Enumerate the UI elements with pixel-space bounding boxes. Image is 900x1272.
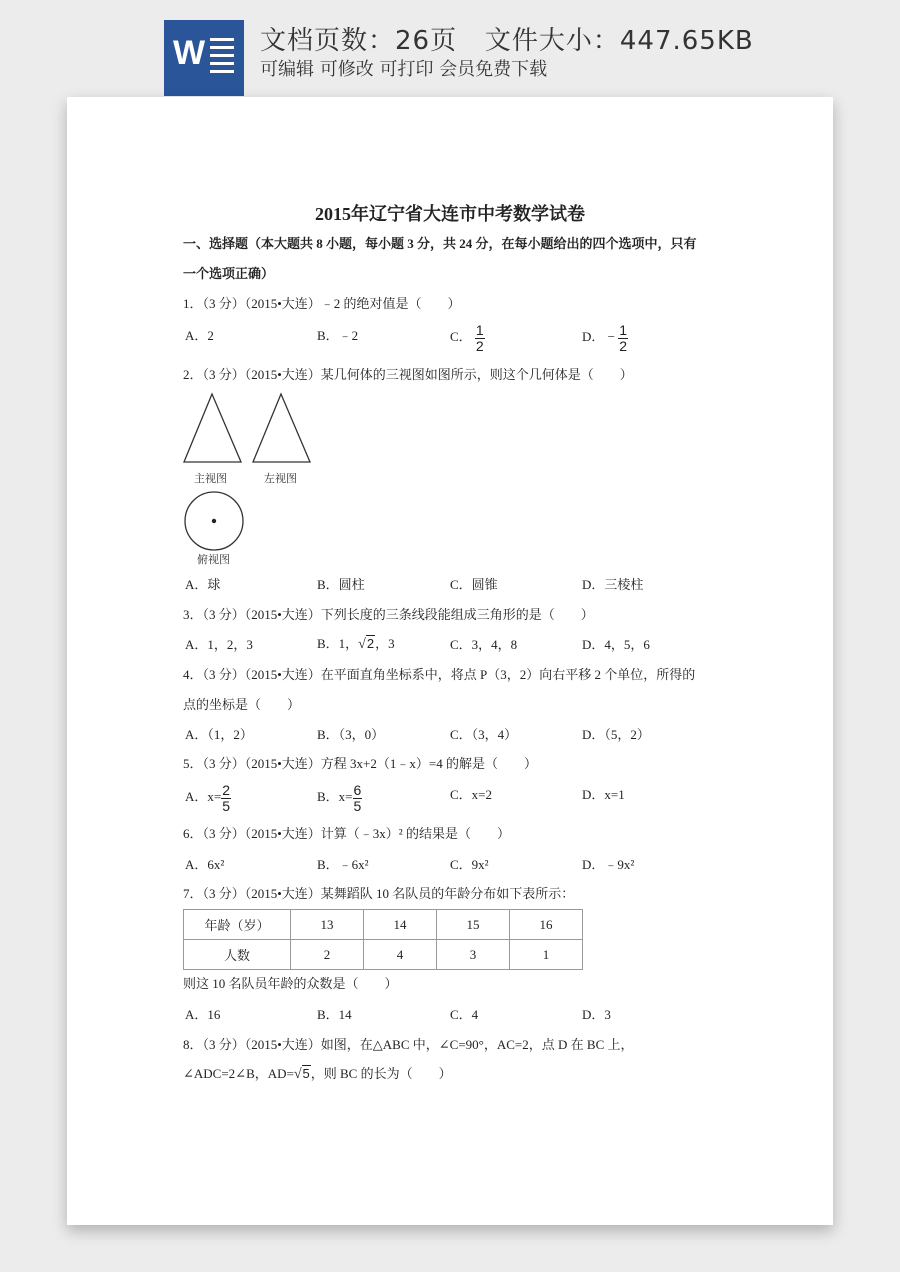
- question-4-stem-line1: 4．（3 分）（2015•大连）在平面直角坐标系中，将点 P（3，2）向右平移 2 个单位，所得的: [183, 667, 696, 682]
- q5-a-numerator: 2: [222, 781, 231, 798]
- q2-option-d: D．三棱柱: [582, 577, 644, 592]
- top-view-circle: [181, 489, 247, 555]
- table-cell: 4: [364, 940, 437, 970]
- q3-option-b-suffix: ，3: [375, 636, 395, 651]
- section-heading-line1: 一、选择题（本大题共 8 小题，每小题 3 分，共 24 分，在每小题给出的四个选项中，只有: [183, 236, 697, 251]
- q1-option-d-fraction: [618, 323, 628, 354]
- page-title: 2015年辽宁省大连市中考数学试卷: [315, 204, 585, 224]
- q5-a-denominator: 5: [222, 797, 231, 814]
- question-1-stem: 1．（3 分）（2015•大连）﹣2 的绝对值是（ ）: [183, 296, 461, 311]
- q5-option-b: [317, 782, 362, 814]
- q1-d-numerator: 1: [619, 321, 628, 338]
- table-cell: 14: [364, 910, 437, 940]
- label-top-view: 俯视图: [197, 554, 230, 566]
- doc-info-features: 可编辑 可修改 可打印 会员免费下载: [260, 59, 548, 80]
- q5-option-d: D．x=1: [582, 787, 625, 802]
- q1-option-d: [582, 322, 628, 354]
- q5-b-denominator: 5: [353, 797, 362, 814]
- question-4-stem-line2: 点的坐标是（ ）: [183, 697, 301, 712]
- q5-option-b-fraction: [353, 783, 363, 814]
- q5-option-a-prefix: A．x=: [185, 789, 222, 804]
- q2-option-c: C．圆锥: [450, 577, 498, 592]
- download-header: [0, 0, 900, 96]
- question-5-stem: 5．（3 分）（2015•大连）方程 3x+2（1﹣x）=4 的解是（ ）: [183, 756, 537, 771]
- table-header-cell: 人数: [184, 940, 291, 970]
- q6-option-c: C．9x²: [450, 857, 489, 872]
- age-distribution-table: [183, 909, 583, 970]
- q4-option-d: D．（5，2）: [582, 727, 650, 742]
- table-cell: 13: [291, 910, 364, 940]
- q1-c-numerator: 1: [475, 321, 484, 338]
- label-front-view: 主视图: [194, 473, 227, 485]
- doc-info-pages-size: 文档页数：26页 文件大小：447.65KB: [260, 26, 754, 56]
- q7-option-c: C．4: [450, 1007, 479, 1022]
- q1-option-c-prefix: C．: [450, 329, 472, 344]
- q3-option-c: C．3，4，8: [450, 637, 518, 652]
- doc-lines-icon: [210, 38, 234, 78]
- three-view-triangles: [181, 392, 317, 468]
- question-8-stem-line1: 8．（3 分）（2015•大连）如图，在△ABC 中，∠C=90°，AC=2，点 D 在 BC 上，: [183, 1037, 634, 1052]
- q1-option-b: B．﹣2: [317, 328, 359, 343]
- table-cell: 1: [510, 940, 583, 970]
- table-row: [184, 910, 583, 940]
- q6-option-b: B．﹣6x²: [317, 857, 369, 872]
- q1-d-denominator: 2: [619, 337, 628, 354]
- q5-option-a: [185, 782, 231, 814]
- q6-option-a: A．6x²: [185, 857, 225, 872]
- q8-line2-suffix: ，则 BC 的长为（ ）: [310, 1066, 452, 1081]
- q5-option-c: C．x=2: [450, 787, 493, 802]
- question-3-stem: 3．（3 分）（2015•大连）下列长度的三条线段能组成三角形的是（ ）: [183, 607, 594, 622]
- q3-radical-sign: √: [358, 637, 366, 652]
- document-page: [67, 97, 833, 1225]
- q1-option-a: A．2: [185, 328, 214, 343]
- q4-option-c: C．（3，4）: [450, 727, 518, 742]
- section-heading-line2: 一个选项正确）: [183, 266, 275, 281]
- q7-option-d: D．3: [582, 1007, 611, 1022]
- word-letter: W: [173, 34, 206, 72]
- q4-option-b: B．（3，0）: [317, 727, 385, 742]
- q2-option-b: B．圆柱: [317, 577, 365, 592]
- table-header-cell: 年龄（岁）: [184, 910, 291, 940]
- question-7-stem: 7．（3 分）（2015•大连）某舞蹈队 10 名队员的年龄分布如下表所示：: [183, 886, 575, 901]
- question-6-stem: 6．（3 分）（2015•大连）计算（﹣3x）² 的结果是（ ）: [183, 826, 510, 841]
- q2-option-a: A．球: [185, 577, 221, 592]
- q8-sqrt: [294, 1066, 311, 1083]
- q7-option-a: A．16: [185, 1007, 221, 1022]
- q5-option-b-prefix: B．x=: [317, 789, 353, 804]
- question-2-stem: 2．（3 分）（2015•大连）某几何体的三视图如图所示，则这个几何体是（ ）: [183, 367, 633, 382]
- question-7-followup: 则这 10 名队员年龄的众数是（ ）: [183, 976, 398, 991]
- table-cell: 3: [437, 940, 510, 970]
- q3-option-b-prefix: B．1，: [317, 636, 359, 651]
- q5-b-numerator: 6: [353, 781, 362, 798]
- q3-option-b: [317, 636, 395, 653]
- q8-radicand: 5: [302, 1066, 310, 1081]
- table-cell: 16: [510, 910, 583, 940]
- q3-radicand: 2: [366, 636, 375, 651]
- q1-d-minus-sign: −: [607, 329, 615, 344]
- q3-sqrt: [358, 636, 375, 653]
- q1-option-c: [450, 322, 485, 354]
- q3-option-d: D．4，5，6: [582, 637, 650, 652]
- front-view-triangle: [184, 394, 241, 462]
- q8-radical-sign: √: [293, 1067, 302, 1082]
- q5-option-a-fraction: [221, 783, 231, 814]
- table-cell: 15: [437, 910, 510, 940]
- q4-option-a: A．（1，2）: [185, 727, 253, 742]
- q6-option-d: D．﹣9x²: [582, 857, 635, 872]
- q3-option-a: A．1，2，3: [185, 637, 253, 652]
- label-left-view: 左视图: [264, 473, 297, 485]
- q1-option-c-fraction: [475, 323, 485, 354]
- q7-option-b: B．14: [317, 1007, 352, 1022]
- question-8-stem-line2: [183, 1066, 452, 1083]
- word-doc-icon: [164, 20, 244, 96]
- q1-option-d-prefix: D．: [582, 329, 605, 344]
- table-row: [184, 940, 583, 970]
- table-cell: 2: [291, 940, 364, 970]
- q8-line2-prefix: ∠ADC=2∠B，AD=: [183, 1066, 294, 1081]
- top-view-center-dot: [212, 519, 216, 523]
- q1-c-denominator: 2: [475, 337, 484, 354]
- left-view-triangle: [253, 394, 310, 462]
